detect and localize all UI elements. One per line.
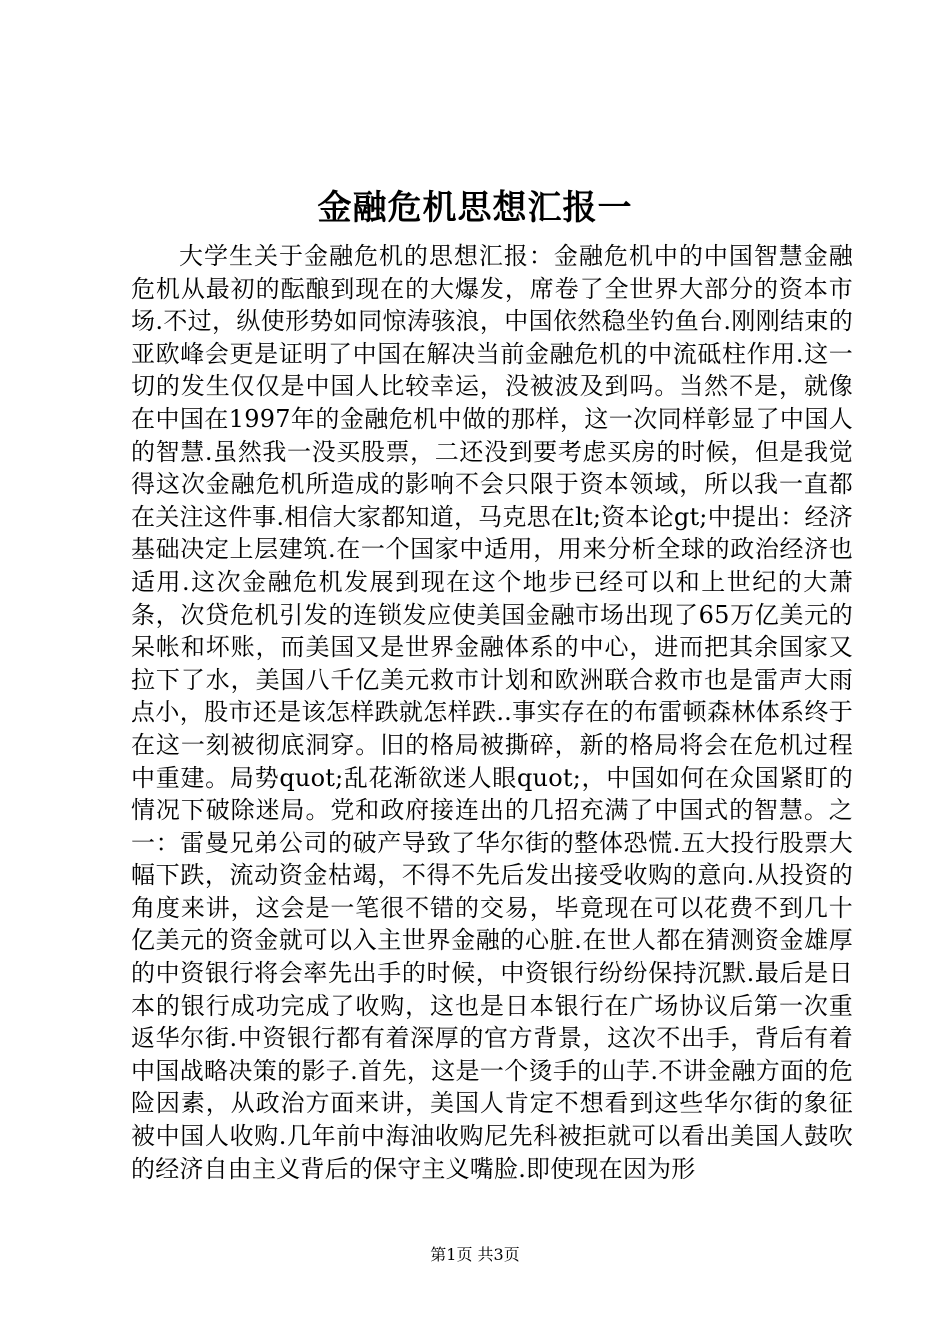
document-body-paragraph: 大学生关于金融危机的思想汇报：金融危机中的中国智慧金融危机从最初的酝酿到现在的大爆发，席卷了全世界大部分的资本市场.不过，纵使形势如同惊涛骇浪，中国依然稳坐钓鱼台.刚刚结束的亚欧峰会更是证明了中国在解决当前金融危机的中流砥柱作用.这一切的发生仅仅是中国人比较幸运，没被波及到吗。当然不是，就像在中国在1997年的金融危机中做的那样，这一次同样彰显了中国人的智慧.虽然我一没买股票，二还没到要考虑买房的时候，但是我觉得这次金融危机所造成的影响不会只限于资本领域，所以我一直都在关注这件事.相信大家都知道，马克思在lt;资本论gt;中提出：经济基础决定上层建筑.在一个国家中适用，用来分析全球的政治经济也适用.这次金融危机发展到现在这个地步已经可以和上世纪的大萧条，次贷危机引发的连锁发应使美国金融市场出现了65万亿美元的呆帐和坏账，而美国又是世界金融体系的中心，进而把其余国家又拉下了水，美国八千亿美元救市计划和欧洲联合救市也是雷声大雨点小，股市还是该怎样跌就怎样跌..事实存在的布雷顿森林体系终于在这一刻被彻底洞穿。旧的格局被撕碎，新的格局将会在危机过程中重建。局势quot;乱花渐欲迷人眼quot;，中国如何在众国紧盯的情况下破除迷局。党和政府接连出的几招充满了中国式的智慧。之一：雷曼兄弟公司的破产导致了华尔街的整体恐慌.五大投行股票大幅下跌，流动资金枯竭，不得不先后发出接受收购的意向.从投资的角度来讲，这会是一笔很不错的交易，毕竟现在可以花费不到几十亿美元的资金就可以入主世界金融的心脏.在世人都在猜测资金雄厚的中资银行将会率先出手的时候，中资银行纷纷保持沉默.最后是日本的银行成功完成了收购，这也是日本银行在广场协议后第一次重返华尔街.中资银行都有着深厚的官方背景，这次不出手，背后有着中国战略决策的影子.首先，这是一个烫手的山芋.不讲金融方面的危险因素，从政治方面来讲，美国人肯定不想看到这些华尔街的象征被中国人收购.几年前中海油收购尼先科被拒就可以看出美国人鼓吹的经济自由主义背后的保守主义嘴脸.即使现在因为形 xyxy=(131,242,853,1183)
page-number-footer: 第1页 共3页 xyxy=(430,1245,520,1264)
document-title: 金融危机思想汇报一 xyxy=(317,188,633,228)
